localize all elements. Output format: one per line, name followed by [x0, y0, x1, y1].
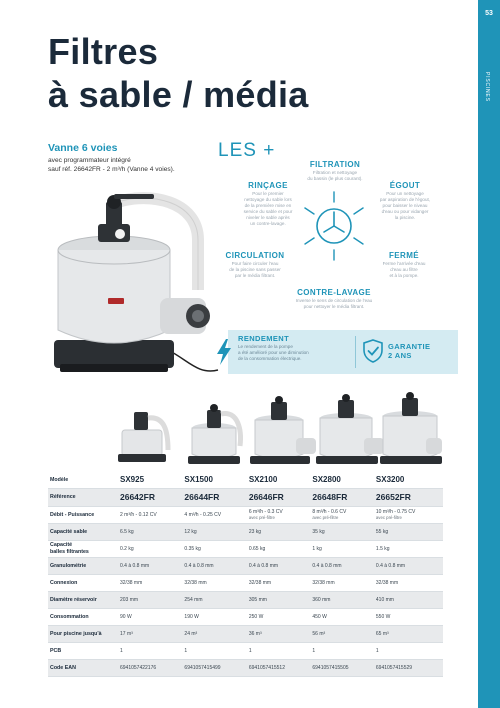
table-cell: 305 mm [247, 591, 311, 608]
table-cell: 6941057415529 [374, 659, 443, 676]
table-row [48, 488, 443, 506]
table-row [48, 506, 443, 523]
row-label: Référence [48, 488, 118, 506]
six-way-valve-diagram-icon [296, 188, 372, 264]
product-sx925-image [118, 412, 168, 462]
table-cell: 8 m³/h - 0.6 CV avec pré-filtre [310, 506, 374, 523]
feature-title: CONTRE-LAVAGE [297, 288, 371, 297]
table-cell: 450 W [310, 608, 374, 625]
table-cell: 32/38 mm [374, 574, 443, 591]
table-cell: SX2800 [310, 472, 374, 488]
table-cell: 6941057415512 [247, 659, 311, 676]
table-cell: 26648FR [310, 488, 374, 506]
table-cell: 6941057422176 [118, 659, 182, 676]
vanne-line-2: sauf réf. 26642FR - 2 m³/h (Vanne 4 voies). [48, 166, 175, 173]
title-line-1: Filtres [48, 31, 159, 72]
feature-egout [366, 181, 444, 221]
table-cell: 26642FR [118, 488, 182, 506]
table-cell: 12 kg [182, 523, 246, 540]
table-cell: 24 m³ [182, 625, 246, 642]
product-sx2800-image [316, 394, 384, 464]
row-label: Modèle [48, 472, 118, 488]
table-cell: 1 [118, 642, 182, 659]
row-label: Pour piscine jusqu'à [48, 625, 118, 642]
side-band [478, 0, 500, 708]
table-row [48, 642, 443, 659]
title-line-2: à sable / média [48, 74, 309, 115]
table-cell: SX2100 [247, 472, 311, 488]
table-row [48, 523, 443, 540]
product-sx1500-image [188, 404, 240, 464]
product-sx2100-image [250, 396, 316, 464]
table-cell: 6941057415505 [310, 659, 374, 676]
vanne-line-1: avec programmateur intégré [48, 157, 131, 164]
shield-check-icon [360, 338, 386, 364]
table-row [48, 574, 443, 591]
table-cell: 0.4 à 0.8 mm [310, 557, 374, 574]
sand-filter-product-image [48, 180, 228, 390]
feature-desc: Filtration et nettoyage du bassin (le plus courant). [307, 170, 363, 181]
table-cell: 1 [374, 642, 443, 659]
table-cell: 10 m³/h - 0.75 CV avec pré-filtre [374, 506, 443, 523]
table-cell: 23 kg [247, 523, 311, 540]
table-cell: 32/38 mm [118, 574, 182, 591]
table-row [48, 659, 443, 676]
feature-title: FILTRATION [309, 160, 361, 169]
table-cell: 4 m³/h - 0.25 CV [182, 506, 246, 523]
table-cell: 254 mm [182, 591, 246, 608]
table-cell: 360 mm [310, 591, 374, 608]
table-cell: 0.4 à 0.8 mm [247, 557, 311, 574]
table-cell: 36 m³ [247, 625, 311, 642]
section-label: PISCINES [484, 72, 490, 102]
table-cell: 0.4 à 0.8 mm [118, 557, 182, 574]
row-label: Capacité balles filtrantes [48, 540, 118, 557]
table-cell: 35 kg [310, 523, 374, 540]
table-cell: 203 mm [118, 591, 182, 608]
rendement-desc: Le rendement de la pompe a été amélioré pour une diminution de la consommation électrique. [238, 344, 309, 361]
table-cell: 1 kg [310, 540, 374, 557]
row-label: Capacité sable [48, 523, 118, 540]
feature-desc: Inverse le sens de circulation de l'eau pour nettoyer le média filtrant. [295, 298, 373, 309]
table-row [48, 608, 443, 625]
feature-circulation [218, 251, 292, 279]
feature-title: FERMÉ [389, 251, 419, 260]
table-cell: 65 m³ [374, 625, 443, 642]
table-cell: 32/38 mm [182, 574, 246, 591]
feature-desc: Pour faire circuler l'eau de la piscine sans passer par le média filtrant. [229, 261, 281, 278]
table-cell: SX3200 [374, 472, 443, 488]
table-cell: 55 kg [374, 523, 443, 540]
table-cell: 17 m³ [118, 625, 182, 642]
feature-desc: Ferme l'arrivée d'eau d'eau au filtre et à la pompe. [382, 261, 426, 278]
vanne-title: Vanne 6 voies [48, 142, 118, 154]
advantages-heading: LES + [218, 140, 276, 161]
feature-ferme [372, 251, 436, 279]
feature-rincage [232, 181, 304, 227]
table-cell: SX1500 [182, 472, 246, 488]
rendement-title: RENDEMENT [238, 334, 290, 343]
table-cell: 26652FR [374, 488, 443, 506]
row-label: PCB [48, 642, 118, 659]
row-label: Consommation [48, 608, 118, 625]
table-cell: 0.4 à 0.8 mm [182, 557, 246, 574]
feature-title: CIRCULATION [225, 251, 285, 260]
table-row [48, 591, 443, 608]
table-cell: 0.35 kg [182, 540, 246, 557]
row-label: Débit - Puissance [48, 506, 118, 523]
row-label: Code EAN [48, 659, 118, 676]
row-label: Connexion [48, 574, 118, 591]
table-cell: 6.5 kg [118, 523, 182, 540]
feature-filtration [270, 160, 400, 182]
page-title [48, 30, 309, 116]
product-sx3200-image [380, 392, 442, 464]
feature-title: ÉGOUT [389, 181, 421, 190]
table-cell: 32/38 mm [310, 574, 374, 591]
row-label: Diamètre réservoir [48, 591, 118, 608]
table-cell: 56 m³ [310, 625, 374, 642]
feature-desc: Pour un nettoyage par aspiration de l'égout, pour baisser le niveau d'eau ou pour vidanger la piscine. [379, 191, 431, 220]
table-cell: 26646FR [247, 488, 311, 506]
table-cell: 410 mm [374, 591, 443, 608]
feature-title: RINÇAGE [248, 181, 288, 190]
table-cell: 0.2 kg [118, 540, 182, 557]
lightning-bolt-icon [214, 338, 234, 366]
page-number: 53 [485, 10, 493, 17]
table-cell: 0.65 kg [247, 540, 311, 557]
table-cell: 1.5 kg [374, 540, 443, 557]
table-cell: 6941057415499 [182, 659, 246, 676]
table-row [48, 540, 443, 557]
table-cell: 26644FR [182, 488, 246, 506]
garantie-label: GARANTIE 2 ANS [388, 342, 431, 360]
table-cell: 250 W [247, 608, 311, 625]
table-cell: 90 W [118, 608, 182, 625]
product-lineup-image [114, 390, 444, 470]
specs-table [48, 472, 443, 677]
table-cell: SX925 [118, 472, 182, 488]
table-row [48, 625, 443, 642]
table-cell: 1 [310, 642, 374, 659]
feature-contre-lavage [264, 288, 404, 310]
table-cell: 2 m³/h - 0.12 CV [118, 506, 182, 523]
feature-desc: Pour le premier nettoyage du sable lors de la première mise en service du sable et pour niveler le sable après un contre-lavage. [243, 191, 293, 226]
table-cell: 1 [247, 642, 311, 659]
table-cell: 0.4 à 0.8 mm [374, 557, 443, 574]
table-row [48, 472, 443, 488]
table-cell: 1 [182, 642, 246, 659]
table-cell: 32/38 mm [247, 574, 311, 591]
table-cell: 550 W [374, 608, 443, 625]
row-label: Granulométrie [48, 557, 118, 574]
table-cell: 190 W [182, 608, 246, 625]
banner-divider [355, 336, 356, 368]
table-row [48, 557, 443, 574]
table-cell: 6 m³/h - 0.3 CV avec pré-filtre [247, 506, 311, 523]
